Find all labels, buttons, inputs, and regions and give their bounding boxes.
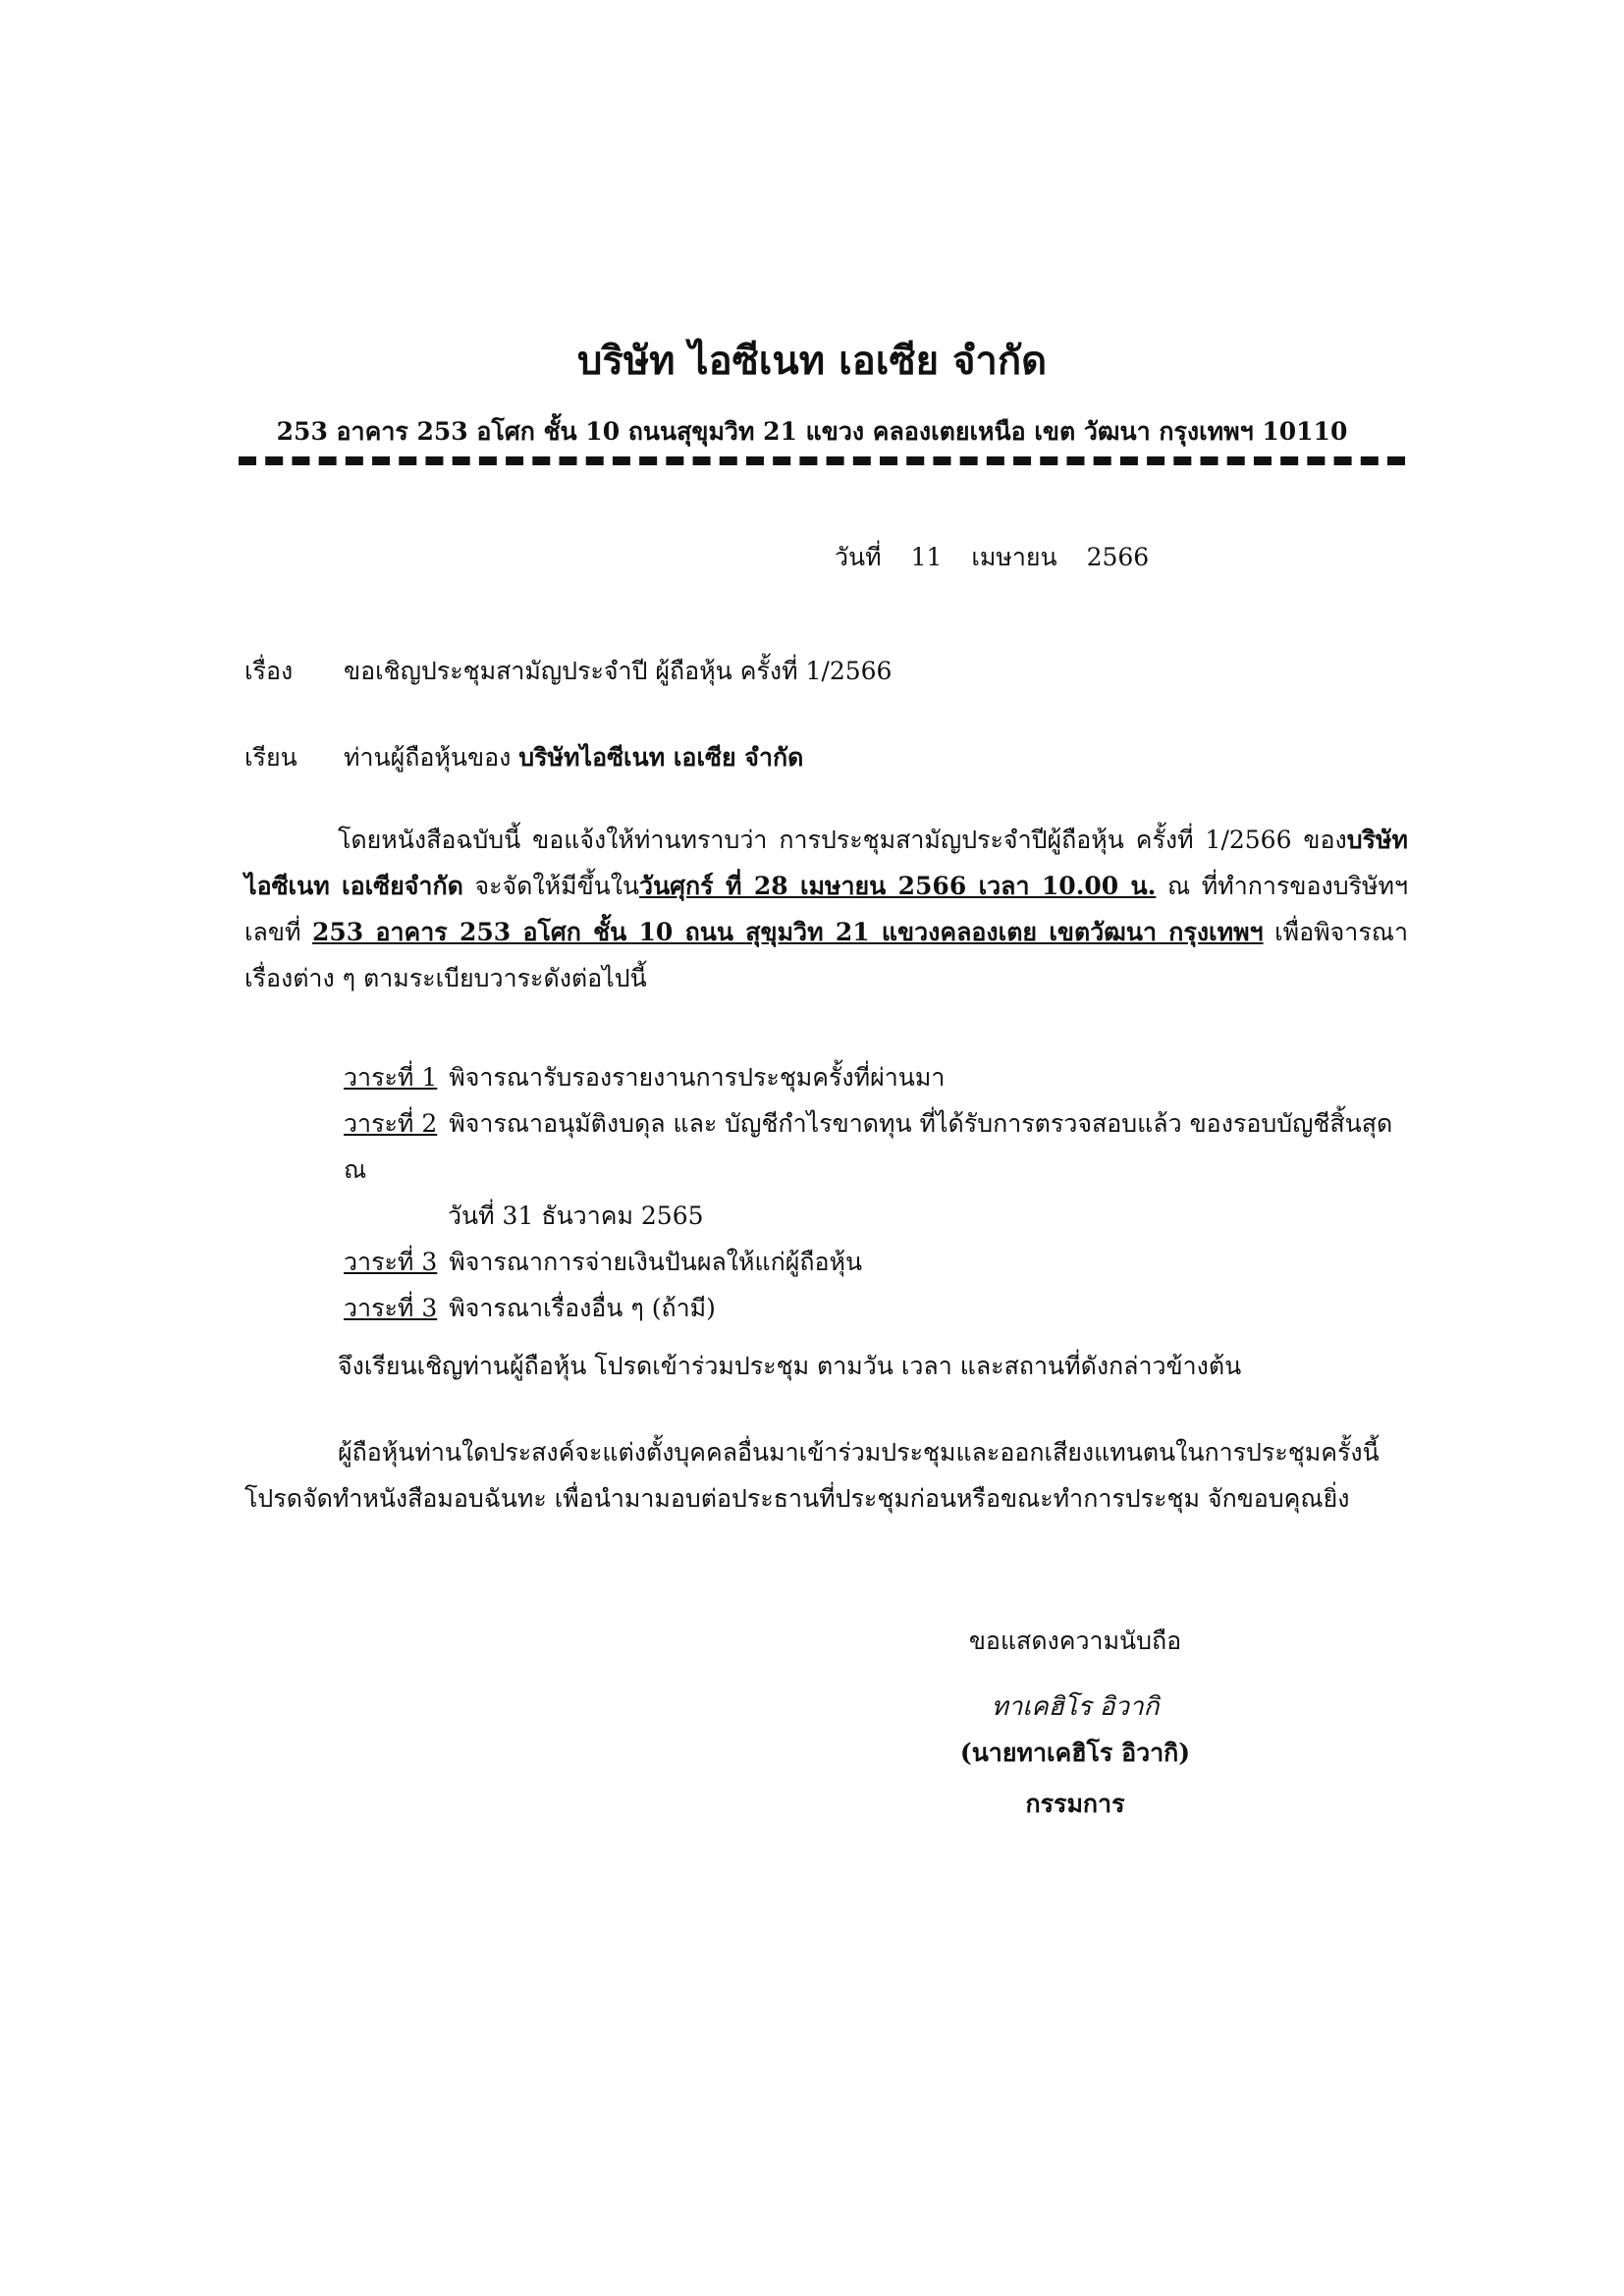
date-label: วันที่: [835, 543, 882, 571]
subject-label: เรื่อง: [244, 657, 294, 685]
subject-text: ขอเชิญประชุมสามัญประจำปี ผู้ถือหุ้น ครั้งที่ 1/2566: [344, 657, 893, 685]
closing-regards: ขอแสดงความนับถือ: [968, 1627, 1182, 1655]
signatory-name: (นายทาเคฮิโร อิวากิ): [959, 1738, 1191, 1767]
recipient-label: เรียน: [244, 743, 298, 772]
company-address: 253 อาคาร 253 อโศก ชั้น 10 ถนนสุขุมวิท 21 แขวง คลองเตยเหนือ เขต วัฒนา กรุงเทพฯ 10110: [276, 417, 1348, 446]
intro-paragraph: [244, 817, 1408, 1001]
agenda-list: [344, 1054, 1409, 1331]
date-day: 11: [910, 543, 943, 571]
invitation-text: จึงเรียนเชิญท่านผู้ถือหุ้น โปรดเข้าร่วมประชุม ตามวัน เวลา และสถานที่ดังกล่าวข้างต้น: [338, 1352, 1242, 1380]
agenda-number: วาระที่ 2: [344, 1109, 438, 1138]
recipient-text: [344, 738, 803, 777]
signature-script: ทาเคฮิโร อิวากิ: [991, 1692, 1160, 1722]
meeting-venue: 253 อาคาร 253 อโศก ชั้น 10 ถนน สุขุมวิท 21 แขวงคลองเตย เขตวัฒนา กรุงเทพฯ: [311, 918, 1264, 946]
intro-text-3: ณ ที่ทำการของบริษัทฯ เลขที่: [244, 872, 1408, 946]
agenda-item: [344, 1054, 1409, 1100]
intro-company: บริษัท ไอซีเนท เอเซียจำกัด: [244, 826, 1408, 900]
date-month: เมษายน: [971, 543, 1057, 571]
agenda-continuation: วันที่ 31 ธันวาคม 2565: [448, 1201, 704, 1230]
invitation-paragraph: [244, 1343, 1408, 1389]
company-name: บริษัท ไอซีเนท เอเซีย จำกัด: [576, 338, 1048, 384]
recipient-company: บริษัทไอซีเนท เอเซีย จำกัด: [518, 743, 804, 772]
agenda-text: พิจารณาการจ่ายเงินปันผลให้แก่ผู้ถือหุ้น: [449, 1248, 863, 1276]
intro-text-4: เพื่อพิจารณาเรื่องต่าง ๆ ตามระเบียบวาระดังต่อไปนี้: [244, 918, 1408, 992]
signatory-title: กรรมการ: [1025, 1789, 1125, 1818]
agenda-text: พิจารณารับรองรายงานการประชุมครั้งที่ผ่านมา: [449, 1063, 946, 1092]
agenda-item: [344, 1100, 1409, 1239]
date-year: 2566: [1086, 543, 1150, 571]
letter-date: [835, 538, 1170, 577]
intro-text-2: จะจัดให้มีขึ้นใน: [462, 872, 640, 900]
header-divider: [239, 456, 1405, 465]
agenda-number: วาระที่ 1: [344, 1063, 438, 1092]
agenda-text: พิจารณาอนุมัติงบดุล และ บัญชีกำไรขาดทุน ที่ได้รับการตรวจสอบแล้ว ของรอบบัญชีสิ้นสุด ณ: [344, 1109, 1393, 1184]
meeting-datetime: วันศุกร์ ที่ 28 เมษายน 2566 เวลา 10.00 น.: [639, 872, 1157, 900]
agenda-item: [344, 1285, 1409, 1331]
agenda-text: พิจารณาเรื่องอื่น ๆ (ถ้ามี): [449, 1294, 716, 1322]
intro-text-1: โดยหนังสือฉบับนี้ ขอแจ้งให้ท่านทราบว่า การประชุมสามัญประจำปีผู้ถือหุ้น ครั้งที่ 1/2566 ของ: [338, 826, 1347, 854]
agenda-item: [344, 1239, 1409, 1285]
agenda-number: วาระที่ 3: [344, 1248, 438, 1276]
agenda-number: วาระที่ 3: [344, 1294, 438, 1322]
recipient-prefix: ท่านผู้ถือหุ้นของ: [344, 743, 512, 772]
proxy-paragraph: [244, 1429, 1408, 1522]
proxy-text: ผู้ถือหุ้นท่านใดประสงค์จะแต่งตั้งบุคคลอื่นมาเข้าร่วมประชุมและออกเสียงแทนตนในการประชุมครั้งนี้ โปรดจัดทำหนังสือมอบฉันทะ เพื่อนำมามอบต่อประธานที่ประชุมก่อนหรือขณะทำการประชุม จักขอบคุณยิ่ง: [244, 1438, 1380, 1513]
